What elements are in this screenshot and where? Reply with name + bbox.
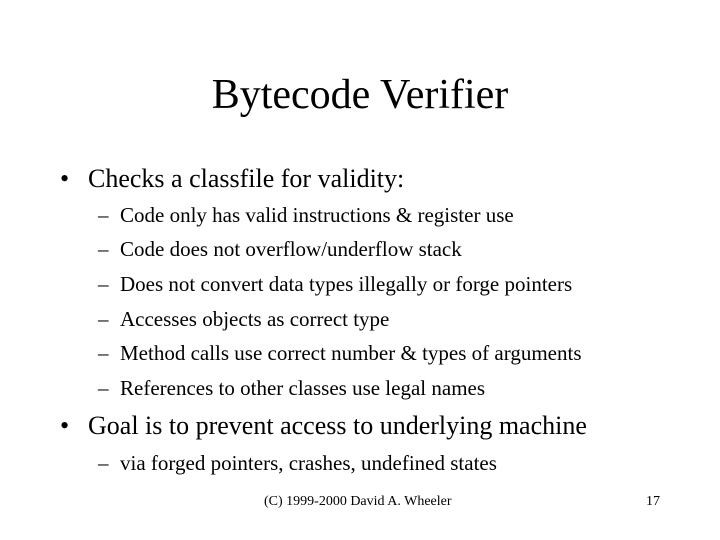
sub-item-text: References to other classes use legal names	[120, 376, 486, 400]
sub-item-text: Does not convert data types illegally or forge pointers	[120, 272, 573, 296]
bullet-text: Checks a classfile for validity:	[88, 164, 405, 193]
sub-item-text: Code does not overflow/underflow stack	[120, 237, 462, 261]
sub-item-text: Method calls use correct number & types of arguments	[120, 341, 582, 365]
page-number: 17	[646, 494, 660, 509]
dash-marker: –	[98, 341, 109, 365]
sub-item-text: via forged pointers, crashes, undefined states	[120, 451, 497, 475]
bullet-text: Goal is to prevent access to underlying machine	[88, 411, 587, 440]
dash-marker: –	[98, 237, 109, 261]
slide-title: Bytecode Verifier	[211, 72, 509, 118]
dash-marker: –	[98, 451, 109, 475]
dash-marker: –	[98, 376, 109, 400]
sub-item-text: Code only has valid instructions & register use	[120, 203, 514, 227]
dash-marker: –	[98, 203, 109, 227]
bullet-marker: •	[60, 164, 70, 193]
sub-item-text: Accesses objects as correct type	[120, 307, 390, 331]
dash-marker: –	[98, 307, 109, 331]
bullet-marker: •	[60, 411, 70, 440]
dash-marker: –	[98, 272, 109, 296]
footer-credit: (C) 1999-2000 David A. Wheeler	[264, 494, 452, 509]
